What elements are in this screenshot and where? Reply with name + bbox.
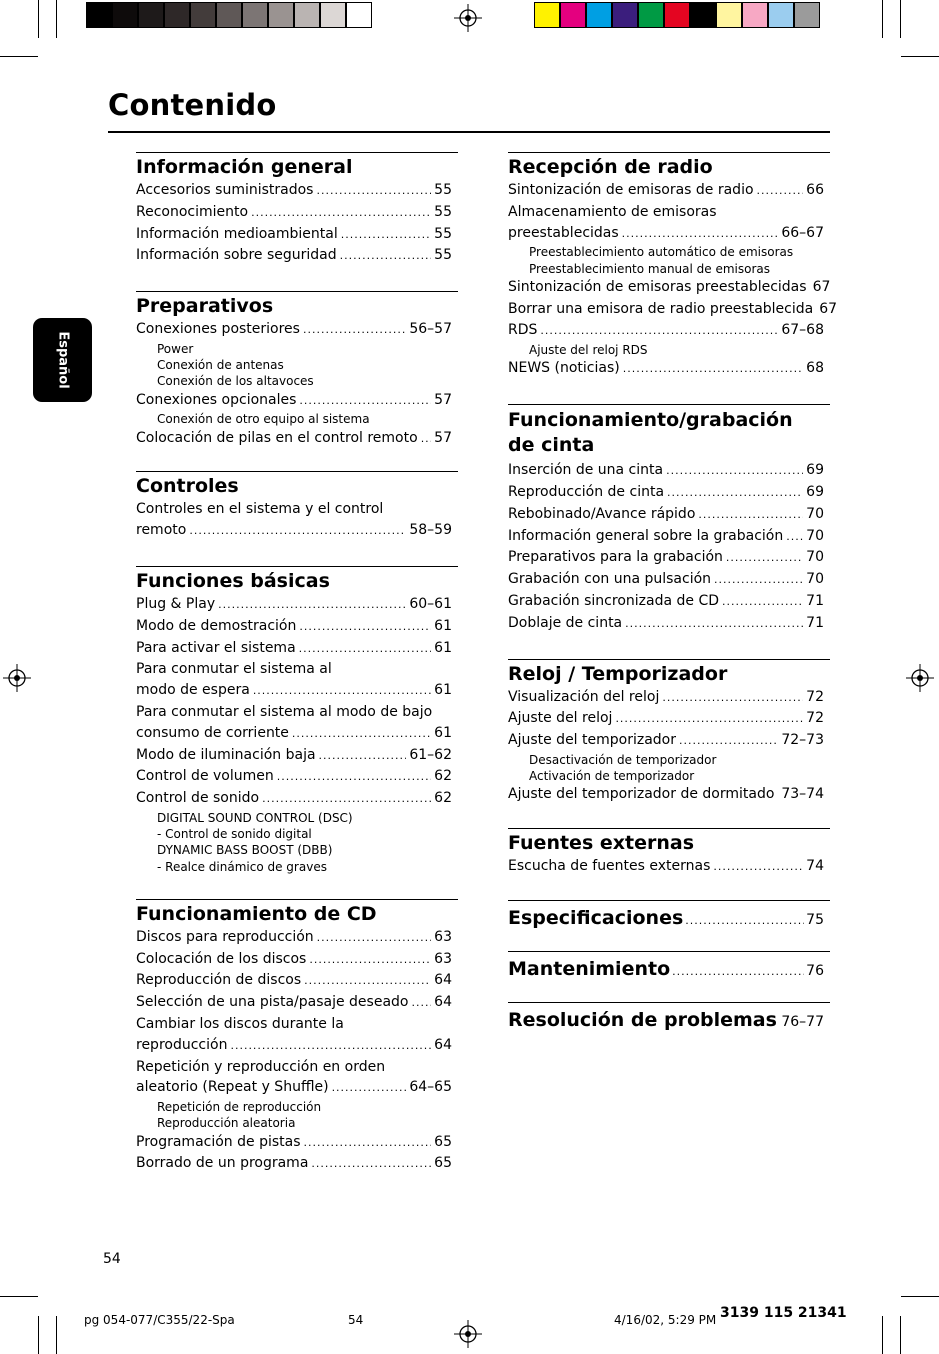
toc-entry[interactable]: Inserción de una cinta ..... 69	[508, 460, 830, 482]
toc-entry[interactable]: Sintonización de emisoras de radio ..... 66	[508, 180, 830, 202]
toc-entry[interactable]: Escucha de fuentes externas ..... 74	[508, 856, 830, 878]
toc-section-external	[508, 828, 830, 878]
gray-swatch	[268, 2, 294, 28]
gray-swatch	[190, 2, 216, 28]
crop-mark	[0, 56, 38, 57]
toc-entry[interactable]: Visualización del reloj ..... 72	[508, 687, 830, 709]
toc-entry[interactable]: NEWS (noticias) ..... 68	[508, 358, 830, 380]
toc-right-column	[508, 152, 838, 1031]
toc-subentry: Conexión de otro equipo al sistema	[157, 412, 370, 427]
section-heading: Funciones básicas	[136, 569, 330, 592]
page-number: 54	[103, 1251, 121, 1267]
toc-entry[interactable]: Conexiones posteriores ..... 56–57	[136, 319, 458, 341]
color-swatch	[690, 2, 716, 28]
color-swatch	[768, 2, 794, 28]
crop-mark	[56, 1316, 57, 1354]
color-calibration-bars	[534, 2, 820, 28]
section-heading: Reloj / Temporizador	[508, 662, 728, 685]
toc-section-cd	[136, 899, 458, 1175]
gray-swatch	[320, 2, 346, 28]
gray-swatch	[164, 2, 190, 28]
toc-subentry: Repetición de reproducción	[157, 1100, 322, 1115]
toc-entry-line: Controles en el sistema y el control	[136, 501, 384, 518]
section-heading: Información general	[136, 156, 353, 178]
color-swatch	[534, 2, 560, 28]
toc-entry[interactable]: Accesorios suministrados ..... 55	[136, 180, 458, 202]
section-heading: Funcionamiento/grabación de cinta	[508, 409, 793, 457]
gray-swatch	[138, 2, 164, 28]
toc-entry-line: Cambiar los discos durante la	[136, 1015, 344, 1032]
registration-mark-icon	[454, 4, 482, 32]
toc-entry[interactable]: Información general sobre la grabación ..... 70	[508, 526, 830, 548]
toc-entry[interactable]: Borrado de un programa ..... 65	[136, 1153, 458, 1175]
toc-entry[interactable]: reproducción ..... 64	[136, 1035, 458, 1057]
section-heading: Recepción de radio	[508, 156, 713, 178]
color-swatch	[742, 2, 768, 28]
toc-entry[interactable]: RDS ..... 67–68	[508, 320, 830, 342]
title-rule	[108, 131, 830, 133]
toc-entry[interactable]: remoto ..... 58–59	[136, 520, 458, 542]
toc-entry-line: Para conmutar el sistema al modo de bajo	[136, 703, 433, 720]
section-heading: Fuentes externas	[508, 832, 695, 855]
toc-entry[interactable]: Ajuste del reloj ..... 72	[508, 708, 830, 730]
language-tab	[33, 318, 92, 402]
gray-swatch	[86, 2, 112, 28]
crop-mark	[38, 1316, 39, 1354]
toc-section-specs[interactable]: Especificaciones ..... 75	[508, 900, 830, 929]
toc-entry[interactable]: Grabación con una pulsación ..... 70	[508, 569, 830, 591]
toc-subentry: Power	[157, 341, 194, 356]
section-heading: Especificaciones	[508, 906, 684, 929]
toc-entry-line: Almacenamiento de emisoras	[508, 203, 717, 220]
print-slug-date: 4/16/02, 5:29 PM	[614, 1313, 717, 1327]
toc-entry[interactable]: Borrar una emisora de radio preestablecida 67	[508, 300, 838, 317]
toc-entry[interactable]: Selección de una pista/pasaje deseado ..... 64	[136, 992, 458, 1014]
print-slug-code: 3139 115 21341	[720, 1305, 847, 1321]
toc-section-funciones	[136, 566, 458, 875]
toc-entry[interactable]: Reproducción de cinta ..... 69	[508, 482, 830, 504]
toc-entry[interactable]: Plug & Play ..... 60–61	[136, 594, 458, 616]
toc-subentry: Ajuste del reloj RDS	[529, 343, 648, 358]
crop-mark	[901, 56, 939, 57]
toc-entry[interactable]: aleatorio (Repeat y Shuffle) ..... 64–65	[136, 1077, 458, 1099]
toc-subentry: Desactivación de temporizador	[529, 752, 717, 767]
toc-entry[interactable]: Modo de demostración ..... 61	[136, 616, 458, 638]
toc-entry[interactable]: Control de volumen ..... 62	[136, 766, 458, 788]
toc-entry[interactable]: Doblaje de cinta ..... 71	[508, 613, 830, 635]
toc-subentry: Preestablecimiento manual de emisoras	[529, 261, 771, 276]
gray-swatch	[294, 2, 320, 28]
gray-swatch	[346, 2, 372, 28]
print-slug-file: pg 054-077/C355/22-Spa	[84, 1313, 235, 1327]
crop-mark	[56, 0, 57, 38]
toc-subentry: Conexión de los altavoces	[157, 374, 314, 389]
toc-section-general	[136, 152, 458, 267]
toc-entry[interactable]: Información medioambiental ..... 55	[136, 224, 458, 246]
gray-swatch	[216, 2, 242, 28]
toc-entry[interactable]: Reproducción de discos ..... 64	[136, 970, 458, 992]
crop-mark	[900, 0, 901, 38]
print-slug-page: 54	[348, 1313, 364, 1327]
toc-entry[interactable]: Conexiones opcionales ..... 57	[136, 390, 458, 412]
toc-entry[interactable]: Preparativos para la grabación ..... 70	[508, 547, 830, 569]
toc-entry[interactable]: Reconocimiento ..... 55	[136, 202, 458, 224]
crop-mark	[882, 1316, 883, 1354]
section-heading: Resolución de problemas	[508, 1008, 777, 1031]
toc-subentry: Preestablecimiento automático de emisoras	[529, 245, 794, 260]
section-heading: Preparativos	[136, 295, 274, 318]
language-tab-label: Español	[55, 331, 70, 389]
toc-section-controles	[136, 471, 458, 542]
crop-mark	[882, 0, 883, 38]
section-heading: Controles	[136, 475, 239, 498]
toc-subentry: Conexión de antenas	[157, 358, 284, 373]
registration-mark-icon	[906, 664, 934, 692]
toc-entry-line: Repetición y reproducción en orden	[136, 1058, 386, 1075]
toc-section-tape	[508, 404, 830, 634]
toc-subentry: - Control de sonido digital	[157, 827, 312, 842]
toc-section-preparativos	[136, 291, 458, 449]
gray-calibration-bars	[86, 2, 372, 28]
toc-entry[interactable]: Información sobre seguridad ..... 55	[136, 245, 458, 267]
toc-subentry: - Realce dinámico de graves	[157, 859, 327, 874]
toc-entry[interactable]: Programación de pistas ..... 65	[136, 1132, 458, 1154]
registration-mark-icon	[3, 664, 31, 692]
toc-entry[interactable]: Para activar el sistema ..... 61	[136, 638, 458, 660]
toc-entry[interactable]: Sintonización de emisoras preestablecidas 67	[508, 278, 831, 295]
toc-entry[interactable]: Control de sonido ..... 62	[136, 788, 458, 810]
color-swatch	[560, 2, 586, 28]
color-swatch	[664, 2, 690, 28]
crop-mark	[901, 1296, 939, 1297]
toc-section-clock	[508, 659, 830, 807]
crop-mark	[0, 1296, 38, 1297]
color-swatch	[612, 2, 638, 28]
gray-swatch	[112, 2, 138, 28]
toc-entry[interactable]: Modo de iluminación baja ..... 61–62	[136, 745, 458, 767]
toc-entry[interactable]: Ajuste del temporizador de dormitado ..... 73–74	[508, 784, 830, 806]
toc-entry[interactable]: Colocación de pilas en el control remoto ..... 57	[136, 428, 458, 450]
toc-subentry: DYNAMIC BASS BOOST (DBB)	[157, 843, 333, 858]
registration-mark-icon	[454, 1320, 482, 1348]
toc-subentry: Reproducción aleatoria	[157, 1116, 296, 1131]
color-swatch	[794, 2, 820, 28]
crop-mark	[900, 1316, 901, 1354]
color-swatch	[638, 2, 664, 28]
color-swatch	[586, 2, 612, 28]
toc-entry[interactable]: consumo de corriente ..... 61	[136, 723, 458, 745]
gray-swatch	[242, 2, 268, 28]
color-swatch	[716, 2, 742, 28]
toc-entry[interactable]: Ajuste del temporizador ..... 72–73	[508, 730, 830, 752]
toc-entry[interactable]: Rebobinado/Avance rápido ..... 70	[508, 504, 830, 526]
crop-mark	[38, 0, 39, 38]
toc-entry[interactable]: Discos para reproducción ..... 63	[136, 927, 458, 949]
section-heading: Funcionamiento de CD	[136, 902, 377, 925]
toc-section-troubleshooting[interactable]: Resolución de problemas ..... 76–77	[508, 1002, 830, 1031]
toc-entry[interactable]: modo de espera ..... 61	[136, 680, 458, 702]
toc-section-radio	[508, 152, 838, 380]
toc-entry[interactable]: preestablecidas ..... 66–67	[508, 223, 830, 245]
toc-subentry: Activación de temporizador	[529, 769, 695, 784]
page-title: Contenido	[108, 88, 277, 122]
toc-subentry: DIGITAL SOUND CONTROL (DSC)	[157, 810, 353, 825]
toc-left-column	[136, 152, 458, 1175]
toc-entry-line: Para conmutar el sistema al	[136, 661, 332, 678]
section-heading: Mantenimiento	[508, 957, 671, 980]
toc-entry[interactable]: Grabación sincronizada de CD ..... 71	[508, 591, 830, 613]
toc-section-maintenance[interactable]: Mantenimiento ..... 76	[508, 951, 830, 980]
toc-entry[interactable]: Colocación de los discos ..... 63	[136, 949, 458, 971]
